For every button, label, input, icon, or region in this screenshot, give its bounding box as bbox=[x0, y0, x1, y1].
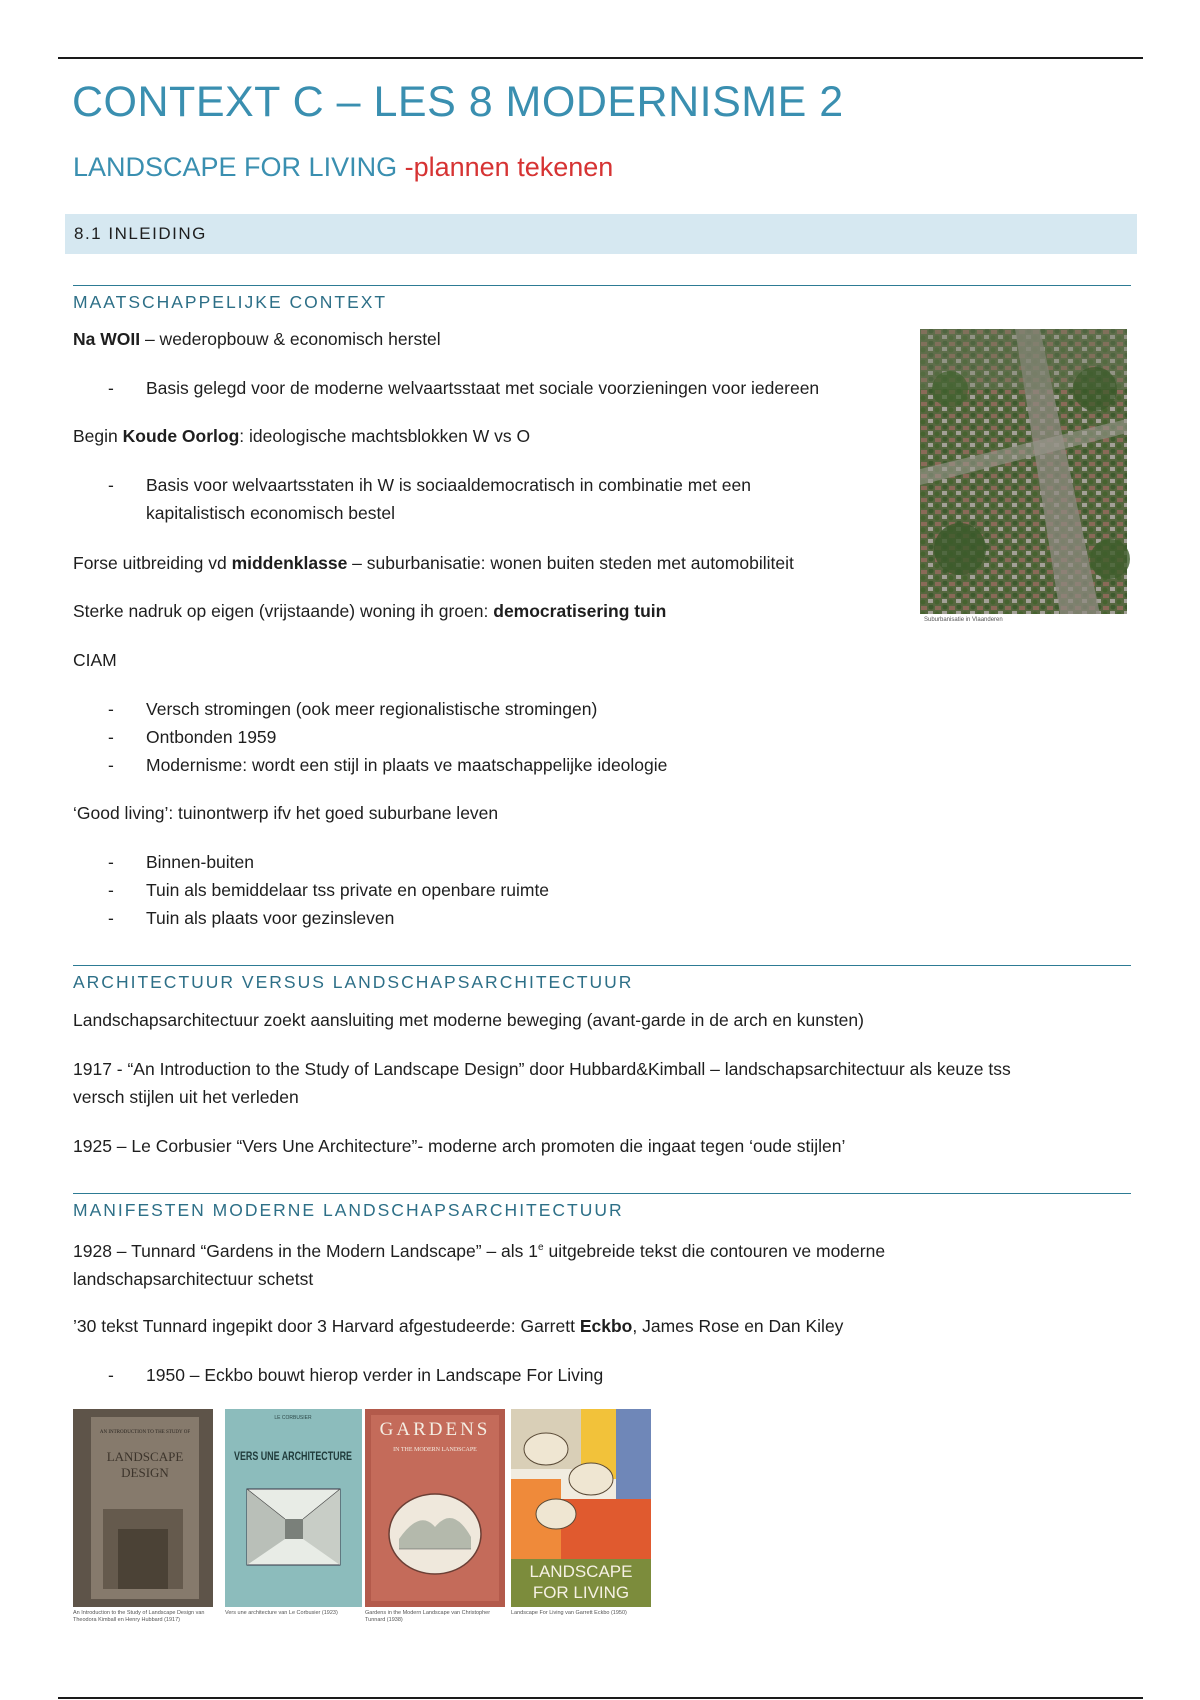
text: 1928 – Tunnard “Gardens in the Modern Landscape” – als 1 bbox=[73, 1240, 539, 1261]
subheading-architectuur: ARCHITECTUUR VERSUS LANDSCHAPSARCHITECTUUR bbox=[73, 965, 1131, 993]
paragraph bbox=[73, 1234, 1133, 1293]
bullet-item: Binnen-buiten bbox=[146, 852, 254, 872]
bold-text: Na WOII bbox=[73, 329, 141, 349]
bullet-dash: - bbox=[108, 852, 114, 872]
text: – wederopbouw & economisch herstel bbox=[140, 329, 441, 349]
bold-text: middenklasse bbox=[231, 553, 348, 573]
text: – suburbanisatie: wonen buiten steden met automobiliteit bbox=[347, 553, 794, 573]
book-cover-vers-une-architecture bbox=[225, 1409, 362, 1607]
top-rule bbox=[58, 57, 1143, 59]
bullet-item: 1950 – Eckbo bouwt hierop verder in Landscape For Living bbox=[146, 1365, 604, 1385]
cover-title: VERS UNE ARCHITECTURE bbox=[234, 1449, 352, 1463]
bullet-item: Versch stromingen (ook meer regionalistische stromingen) bbox=[146, 699, 598, 719]
subheading-maatschappelijke: MAATSCHAPPELIJKE CONTEXT bbox=[73, 285, 1131, 313]
superscript: e bbox=[538, 1242, 544, 1253]
cover-title: GARDENS bbox=[379, 1419, 491, 1440]
text: uitgebreide tekst die contouren ve moderne bbox=[543, 1240, 886, 1261]
suburbanisation-aerial-photo bbox=[920, 329, 1127, 614]
paragraph: 1925 – Le Corbusier “Vers Une Architecture”- moderne arch promoten die ingaat tegen ‘oude stijlen’ bbox=[73, 1136, 846, 1156]
cover-graphic bbox=[225, 1409, 362, 1607]
text: ’30 tekst Tunnard ingepikt door 3 Harvard afgestudeerde: Garrett bbox=[73, 1316, 580, 1336]
bullet-item: Basis gelegd voor de moderne welvaartsstaat met sociale voorzieningen voor iedereen bbox=[146, 378, 820, 398]
cover-title-2: DESIGN bbox=[121, 1465, 169, 1480]
text: landschapsarchitectuur schetst bbox=[73, 1268, 314, 1289]
cover-graphic bbox=[511, 1409, 651, 1607]
paragraph: ‘Good living’: tuinontwerp ifv het goed suburbane leven bbox=[73, 803, 499, 823]
bold-text: democratisering tuin bbox=[493, 601, 667, 621]
cover-title: LANDSCAPE bbox=[106, 1449, 184, 1464]
bullet-dash: - bbox=[108, 378, 114, 398]
bullet-dash: - bbox=[108, 880, 114, 900]
bullet-dash: - bbox=[108, 908, 114, 928]
cover-graphic bbox=[365, 1409, 505, 1607]
aerial-photo-graphic bbox=[920, 329, 1127, 614]
bullet-dash: - bbox=[108, 755, 114, 775]
text: , James Rose en Dan Kiley bbox=[632, 1316, 844, 1336]
cover-title: LANDSCAPE bbox=[529, 1562, 633, 1581]
text: 1917 - “An Introduction to the Study of Landscape Design” door Hubbard&Kimball – landschapsarchitectuur als keuze tss bbox=[73, 1059, 1011, 1079]
book-cover-landscape-design bbox=[73, 1409, 213, 1607]
text: Forse uitbreiding vd bbox=[73, 553, 232, 573]
bullet-dash: - bbox=[108, 1365, 114, 1385]
page-title: CONTEXT C – LES 8 MODERNISME 2 bbox=[72, 78, 844, 126]
bold-text: Eckbo bbox=[579, 1316, 633, 1336]
bullet-item: Tuin als bemiddelaar tss private en openbare ruimte bbox=[146, 880, 550, 900]
text: kapitalistisch economisch bestel bbox=[146, 503, 396, 523]
bullet-item: Modernisme: wordt een stijl in plaats ve maatschappelijke ideologie bbox=[146, 755, 668, 775]
paragraph: Landschapsarchitectuur zoekt aansluiting met moderne beweging (avant-garde in de arch en kunsten) bbox=[73, 1010, 864, 1030]
image-caption: Suburbanisatie in Vlaanderen bbox=[924, 617, 1003, 623]
subtitle-main: LANDSCAPE FOR LIVING bbox=[73, 152, 398, 182]
cover-top-text: AN INTRODUCTION TO THE STUDY OF bbox=[99, 1430, 191, 1435]
cover-caption: Gardens in the Modern Landscape van Christopher Tunnard (1938) bbox=[365, 1610, 491, 1623]
subheading-manifesten: MANIFESTEN MODERNE LANDSCHAPSARCHITECTUUR bbox=[73, 1193, 1131, 1221]
subtitle-accent: -plannen tekenen bbox=[404, 152, 614, 182]
bullet-dash: - bbox=[108, 699, 114, 719]
cover-caption: Vers une architecture van Le Corbusier (1923) bbox=[225, 1610, 338, 1616]
text: versch stijlen uit het verleden bbox=[73, 1087, 299, 1107]
bullet-dash: - bbox=[108, 475, 114, 495]
text: Begin bbox=[73, 426, 123, 446]
cover-graphic bbox=[73, 1409, 213, 1607]
page-subtitle bbox=[73, 152, 613, 183]
bold-text: Koude Oorlog bbox=[122, 426, 240, 446]
bullet-item: Ontbonden 1959 bbox=[146, 727, 277, 747]
cover-caption: An Introduction to the Study of Landscape Design van Theodora Kimball en Henry Hubbard (1917) bbox=[73, 1610, 205, 1623]
paragraph bbox=[73, 1312, 1133, 1340]
book-cover-landscape-for-living bbox=[511, 1409, 651, 1607]
bottom-rule bbox=[58, 1697, 1143, 1699]
cover-mid-text: IN THE MODERN LANDSCAPE bbox=[393, 1447, 477, 1453]
text: Sterke nadruk op eigen (vrijstaande) woning ih groen: bbox=[73, 601, 494, 621]
cover-title-2: FOR LIVING bbox=[532, 1583, 630, 1602]
cover-caption: Landscape For Living van Garrett Eckbo (1950) bbox=[511, 1610, 627, 1616]
bullet-dash: - bbox=[108, 727, 114, 747]
bullet-item: Tuin als plaats voor gezinsleven bbox=[146, 908, 395, 928]
paragraph: CIAM bbox=[73, 650, 117, 670]
paragraph bbox=[73, 1055, 1133, 1111]
cover-top-text: LE CORBUSIER bbox=[274, 1415, 312, 1421]
book-cover-gardens bbox=[365, 1409, 505, 1607]
text: : ideologische machtsblokken W vs O bbox=[239, 426, 531, 446]
text: Basis voor welvaartsstaten ih W is sociaaldemocratisch in combinatie met een bbox=[146, 475, 751, 495]
section-heading: 8.1 INLEIDING bbox=[65, 214, 1137, 254]
bullet-item bbox=[146, 471, 906, 527]
